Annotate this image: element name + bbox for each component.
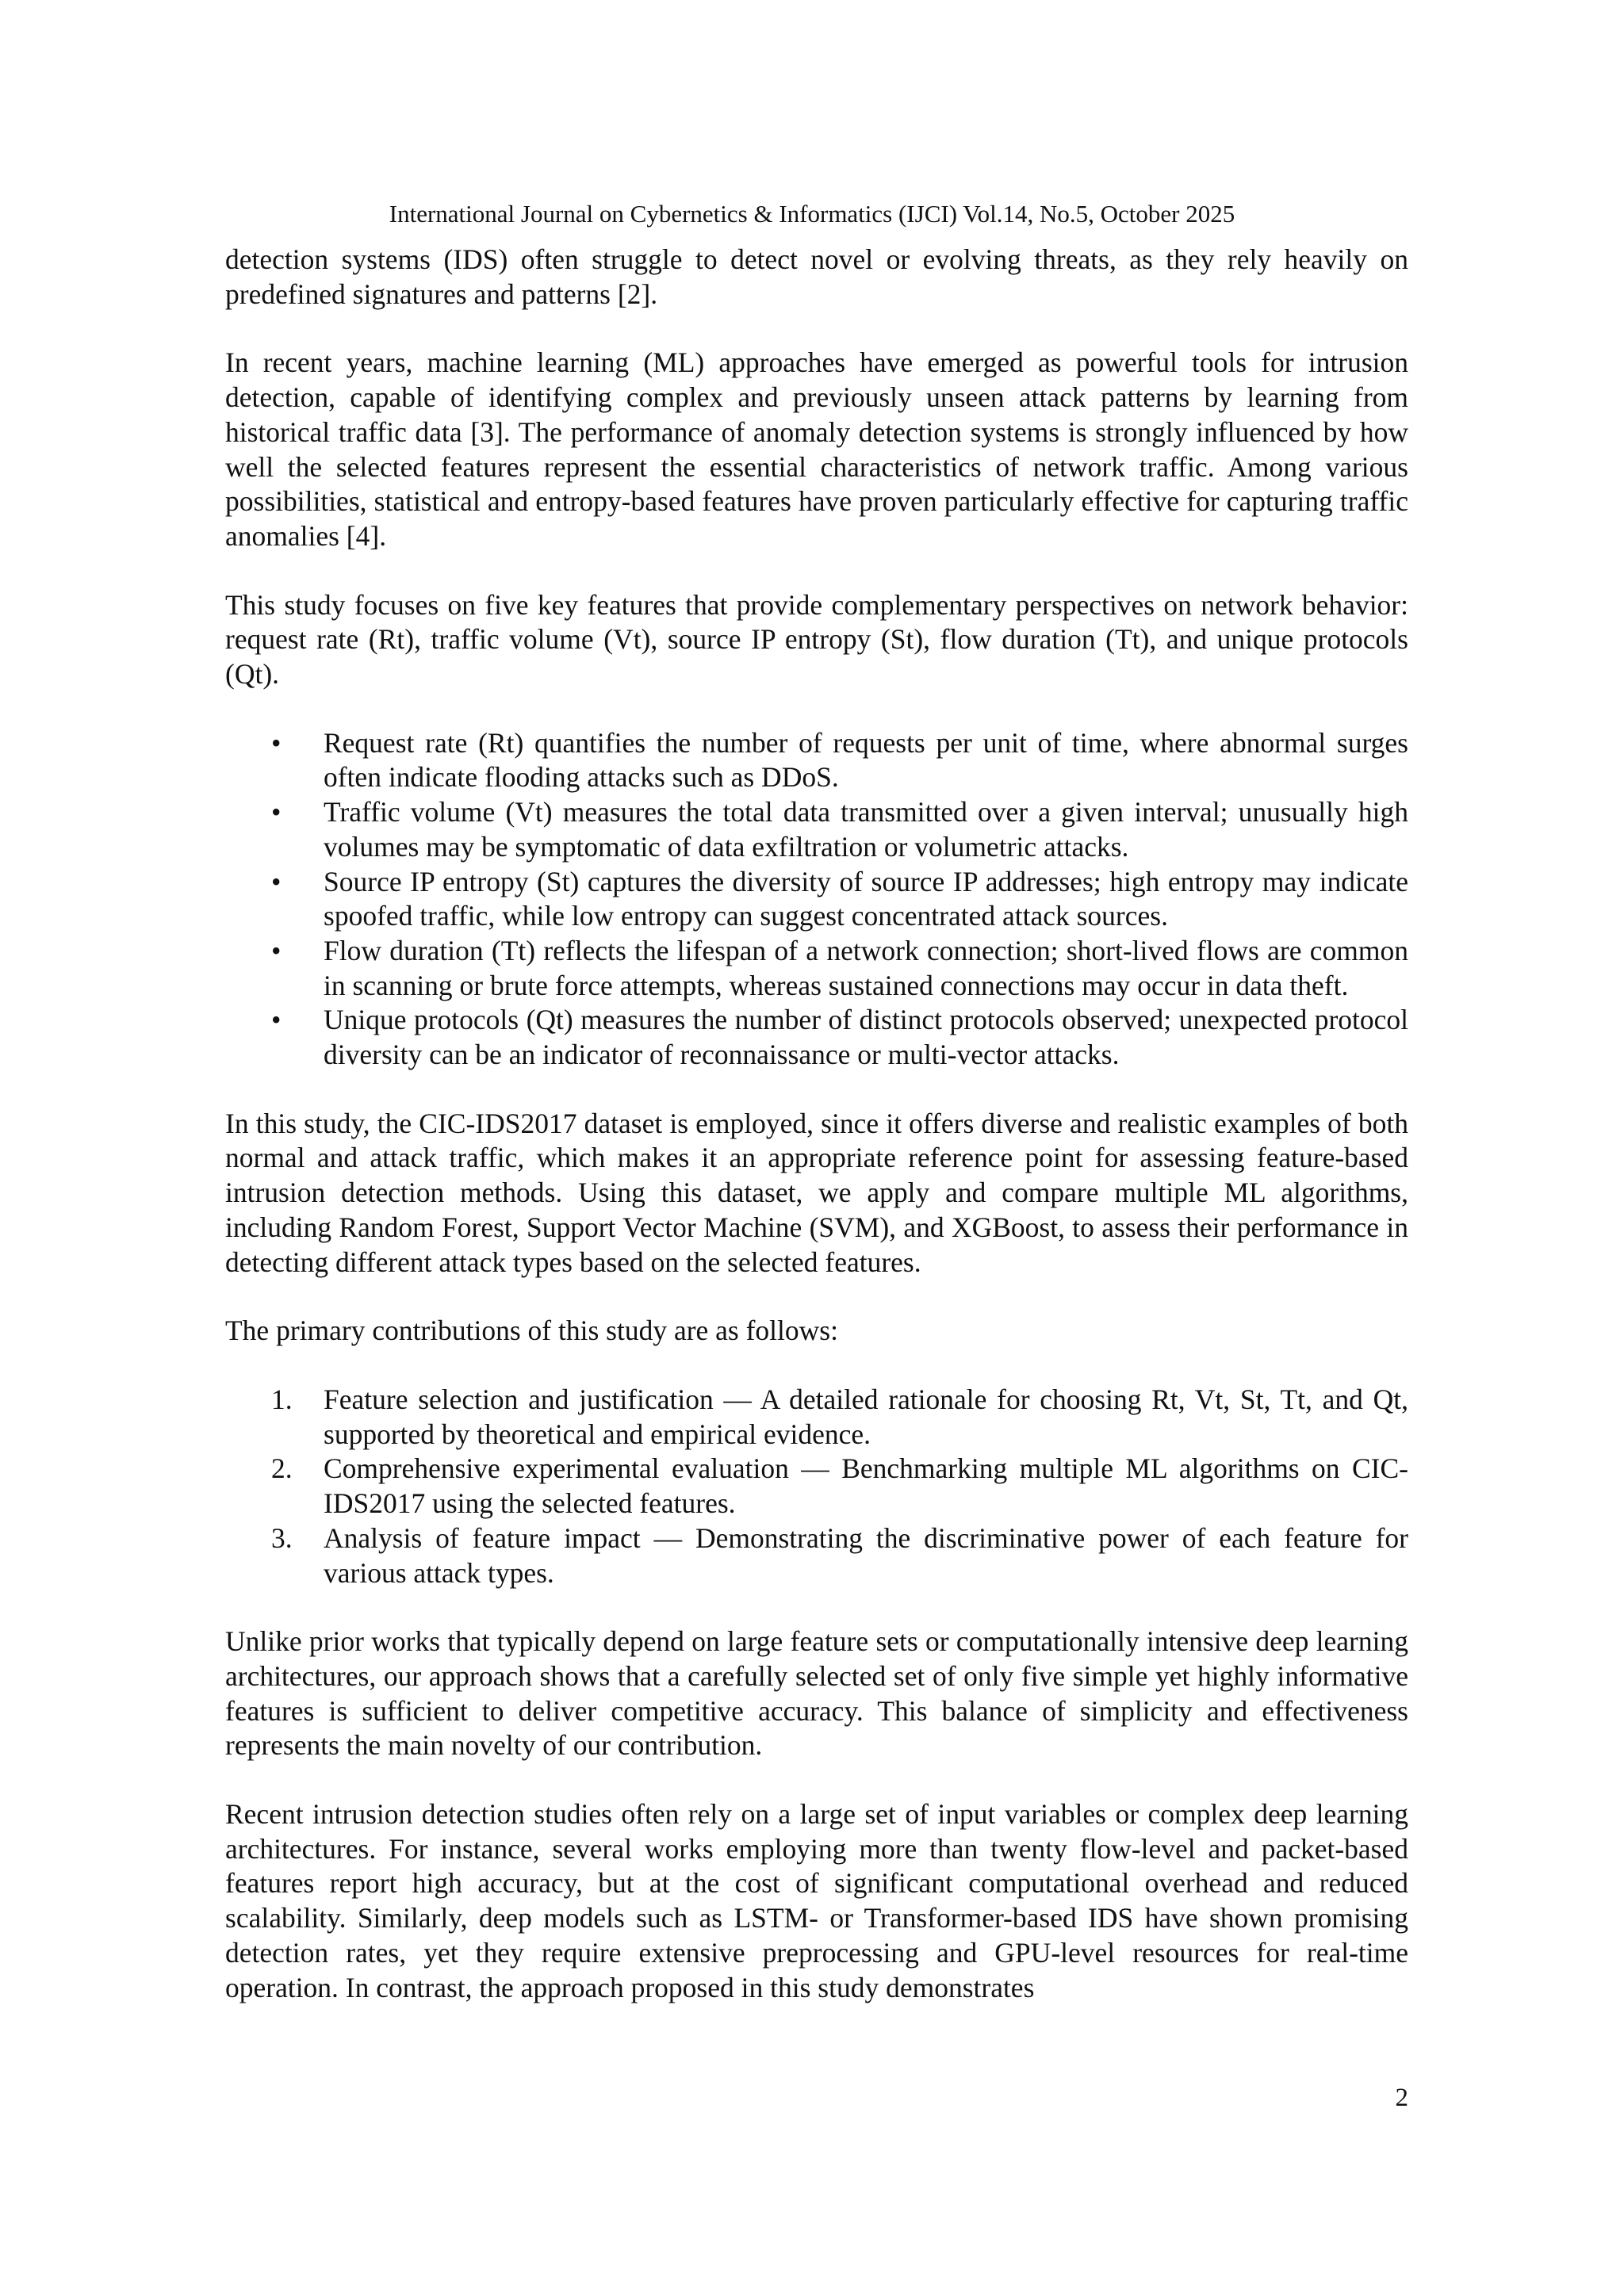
page-body xyxy=(225,243,1408,2005)
paragraph-novelty: Unlike prior works that typically depend on large feature sets or computationally intensive deep learning architectures, our approach shows that a carefully selected set of only five simple yet highly informative features is sufficient to deliver competitive accuracy. This balance of simplicity and effectiveness represents the main novelty of our contribution. xyxy=(225,1625,1408,1762)
list-item-text: Flow duration (Tt) reflects the lifespan of a network connection; short-lived flows are common in scanning or brute force attempts, whereas sustained connections may occur in data theft. xyxy=(324,934,1408,1001)
list-item-text: Feature selection and justification — A detailed rationale for choosing Rt, Vt, St, Tt, and Qt, supported by theoretical and empirical evidence. xyxy=(324,1383,1408,1450)
list-number: 2. xyxy=(271,1452,293,1485)
list-number: 1. xyxy=(271,1383,293,1415)
list-item xyxy=(225,1003,1408,1072)
list-item xyxy=(225,795,1408,864)
list-number: 3. xyxy=(271,1521,293,1554)
bullet-icon: • xyxy=(271,865,282,897)
list-item xyxy=(225,934,1408,1003)
list-item-text: Analysis of feature impact — Demonstrating the discriminative power of each feature for various attack types. xyxy=(324,1521,1408,1589)
list-item xyxy=(225,1521,1408,1590)
bullet-icon: • xyxy=(271,726,282,759)
running-header: International Journal on Cybernetics & Informatics (IJCI) Vol.14, No.5, October 2025 xyxy=(389,200,1235,228)
list-item-text: Source IP entropy (St) captures the diversity of source IP addresses; high entropy may indicate spoofed traffic, while low entropy can suggest concentrated attack sources. xyxy=(324,865,1408,932)
features-bullet-list xyxy=(225,726,1408,1073)
list-item-text: Request rate (Rt) quantifies the number of requests per unit of time, where abnormal surges often indicate flooding attacks such as DDoS. xyxy=(324,726,1408,794)
paragraph-related-work: Recent intrusion detection studies often rely on a large set of input variables or complex deep learning architectures. For instance, several works employing more than twenty flow-level and packet-based features report high accuracy, but at the cost of significant computational overhead and reduced scalability. Similarly, deep models such as LSTM- or Transformer-based IDS have shown promising detection rates, yet they require extensive preprocessing and GPU-level resources for real-time operation. In contrast, the approach proposed in this study demonstrates xyxy=(225,1798,1408,2003)
list-item xyxy=(225,726,1408,795)
paragraph-key-features: This study focuses on five key features that provide complementary perspectives on network behavior: request rate (Rt), traffic volume (Vt), source IP entropy (St), flow duration (Tt), and unique protocols (Qt). xyxy=(225,588,1408,691)
paragraph-ids-limitations: detection systems (IDS) often struggle to detect novel or evolving threats, as they rely heavily on predefined signatures and patterns [2]. xyxy=(225,243,1408,310)
list-item-text: Comprehensive experimental evaluation — Benchmarking multiple ML algorithms on CIC-IDS2017 using the selected features. xyxy=(324,1452,1408,1520)
contributions-numbered-list xyxy=(225,1383,1408,1590)
page-number: 2 xyxy=(1395,2084,1408,2112)
bullet-icon: • xyxy=(271,934,282,966)
list-item-text: Traffic volume (Vt) measures the total data transmitted over a given interval; unusually high volumes may be symptomatic of data exfiltration or volumetric attacks. xyxy=(324,796,1408,863)
paragraph-ml-approaches: In recent years, machine learning (ML) approaches have emerged as powerful tools for intrusion detection, capable of identifying complex and previously unseen attack patterns by learning from historical traffic data [3]. The performance of anomaly detection systems is strongly influenced by how well the selected features represent the essential characteristics of network traffic. Among various possibilities, statistical and entropy-based features have proven particularly effective for capturing traffic anomalies [4]. xyxy=(225,346,1408,552)
list-item-text: Unique protocols (Qt) measures the number of distinct protocols observed; unexpected protocol diversity can be an indicator of reconnaissance or multi-vector attacks. xyxy=(324,1004,1408,1071)
paragraph-contributions-intro: The primary contributions of this study are as follows: xyxy=(225,1314,838,1347)
list-item xyxy=(225,1383,1408,1452)
bullet-icon: • xyxy=(271,1004,282,1036)
list-item xyxy=(225,865,1408,934)
list-item xyxy=(225,1452,1408,1521)
paragraph-dataset: In this study, the CIC-IDS2017 dataset is employed, since it offers diverse and realistic examples of both normal and attack traffic, which makes it an appropriate reference point for assessing feature-based intrusion detection methods. Using this dataset, we apply and compare multiple ML algorithms, including Random Forest, Support Vector Machine (SVM), and XGBoost, to assess their performance in detecting different attack types based on the selected features. xyxy=(225,1107,1408,1278)
bullet-icon: • xyxy=(271,796,282,828)
